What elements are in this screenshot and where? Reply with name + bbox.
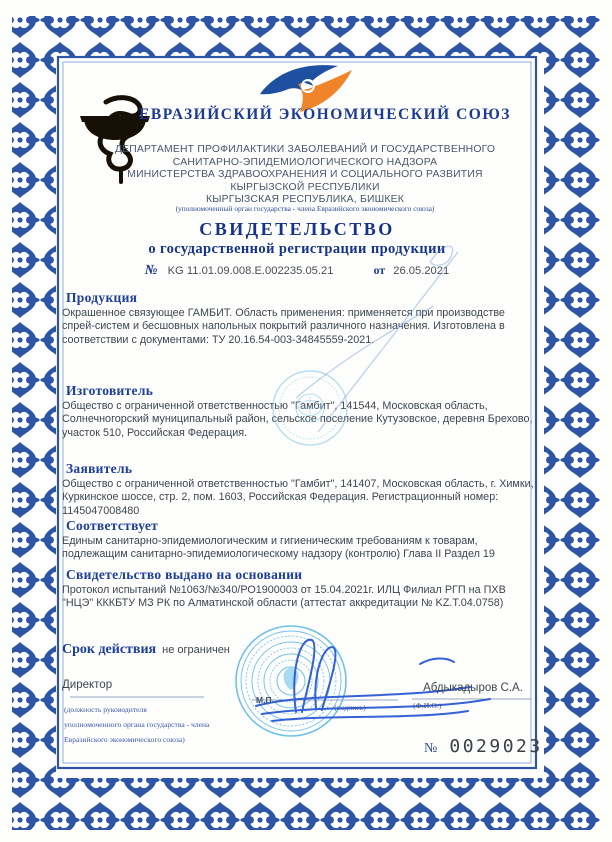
section-product-heading: Продукция [66, 290, 138, 305]
section-manufacturer-heading: Изготовитель [66, 383, 154, 398]
position-note [64, 702, 209, 747]
issuing-department [70, 144, 540, 207]
section-conformity [62, 518, 538, 562]
union-title: ЕВРАЗИЙСКИЙ ЭКОНОМИЧЕСКИЙ СОЮЗ [139, 106, 511, 123]
section-applicant [62, 461, 538, 518]
signature-caption: (подпись) [334, 703, 366, 712]
section-basis-heading: Свидетельство выдано на основании [66, 567, 303, 582]
document-title: СВИДЕТЕЛЬСТВО [199, 219, 395, 239]
position-note-line: (должность руководителя [64, 705, 147, 714]
position-note-line: Евразийского экономического союза) [64, 735, 185, 744]
section-applicant-body: Общество с ограниченной ответственностью "Гамбит", 141407, Московская область, г. Химки, Куркинское шоссе, стр. 2, пом. 1603, Российская Федерация. Регистрационный номер: 1145047008480 [62, 478, 534, 517]
stamp-place-label: М.П. [256, 695, 274, 705]
section-product [62, 290, 538, 347]
department-line: КЫРГЫЗСКОЙ РЕСПУБЛИКИ [230, 181, 380, 193]
document-subtitle: о государственной регистрации продукции [148, 241, 446, 257]
validity-value: не ограничен [162, 644, 230, 656]
authority-note: (уполномоченный орган государства - члена Евразийского экономического союза) [175, 204, 435, 213]
registration-number-row [58, 263, 536, 279]
validity-row [62, 642, 230, 658]
signee-name-caption: (Ф.И.О.) [413, 701, 442, 710]
section-manufacturer [62, 383, 538, 440]
section-basis-body: Протокол испытаний №1063/№340/РО1900003 от 15.04.2021г. ИЛЦ Филиал РГП на ПХВ "НЦЭ" КККБТУ МЗ РК по Алматинской области (аттестат аккредитации № KZ.Т.04.0758) [62, 584, 506, 610]
signature-lines [70, 697, 532, 700]
department-line: САНИТАРНО-ЭПИДЕМИОЛОГИЧЕСКОГО НАДЗОРА [172, 156, 438, 168]
section-manufacturer-body: Общество с ограниченной ответственностью "Гамбит", 141544, Московская область, Солнечногорский муниципальный район, сельское поселение Кутузовское, деревня Брехово, участок 510, Российская Федерация. [62, 400, 533, 439]
signee-name: Абдыкадыров С.А. [423, 682, 523, 694]
position-note-line: уполномоченного органа государства - члена [64, 720, 210, 729]
blank-serial-number [424, 736, 543, 757]
official-stamp [236, 626, 346, 736]
date-label: от [373, 263, 386, 277]
registration-date-value: 26.05.2021 [393, 265, 450, 277]
section-product-body: Окрашенное связующее ГАМБИТ. Область применения: применяется при производстве спрей-систем и бесшовных напольных покрытий различного назначения. Изготовлена в соответствии с документами: ТУ 20.16.54-003-34845559-2021. [62, 307, 505, 346]
section-conformity-heading: Соответствует [66, 518, 159, 533]
department-line: ДЕПАРТАМЕНТ ПРОФИЛАКТИКИ ЗАБОЛЕВАНИЙ И ГОСУДАРСТВЕННОГО [114, 144, 496, 155]
section-basis [62, 567, 538, 611]
registration-number-value: KG 11.01.09.008.E.002235.05.21 [167, 265, 334, 277]
serial-label: № [424, 741, 438, 756]
serial-value: 0029023 [449, 736, 543, 757]
validity-heading: Срок действия [62, 642, 157, 657]
section-conformity-body: Единым санитарно-эпидемиологическим и гигиеническим требованиям к товарам, подлежащим санитарно-эпидемиологическому надзору (контролю) Глава II Раздел 19 [62, 535, 495, 561]
department-line: МИНИСТЕРСТВА ЗДРАВООХРАНЕНИЯ И СОЦИАЛЬНОГО РАЗВИТИЯ [127, 169, 483, 181]
director-label: Директор [62, 679, 113, 691]
department-line: КЫРГЫЗСКАЯ РЕСПУБЛИКА, БИШКЕК [206, 194, 404, 206]
section-applicant-heading: Заявитель [66, 461, 133, 476]
number-label: № [144, 263, 158, 278]
